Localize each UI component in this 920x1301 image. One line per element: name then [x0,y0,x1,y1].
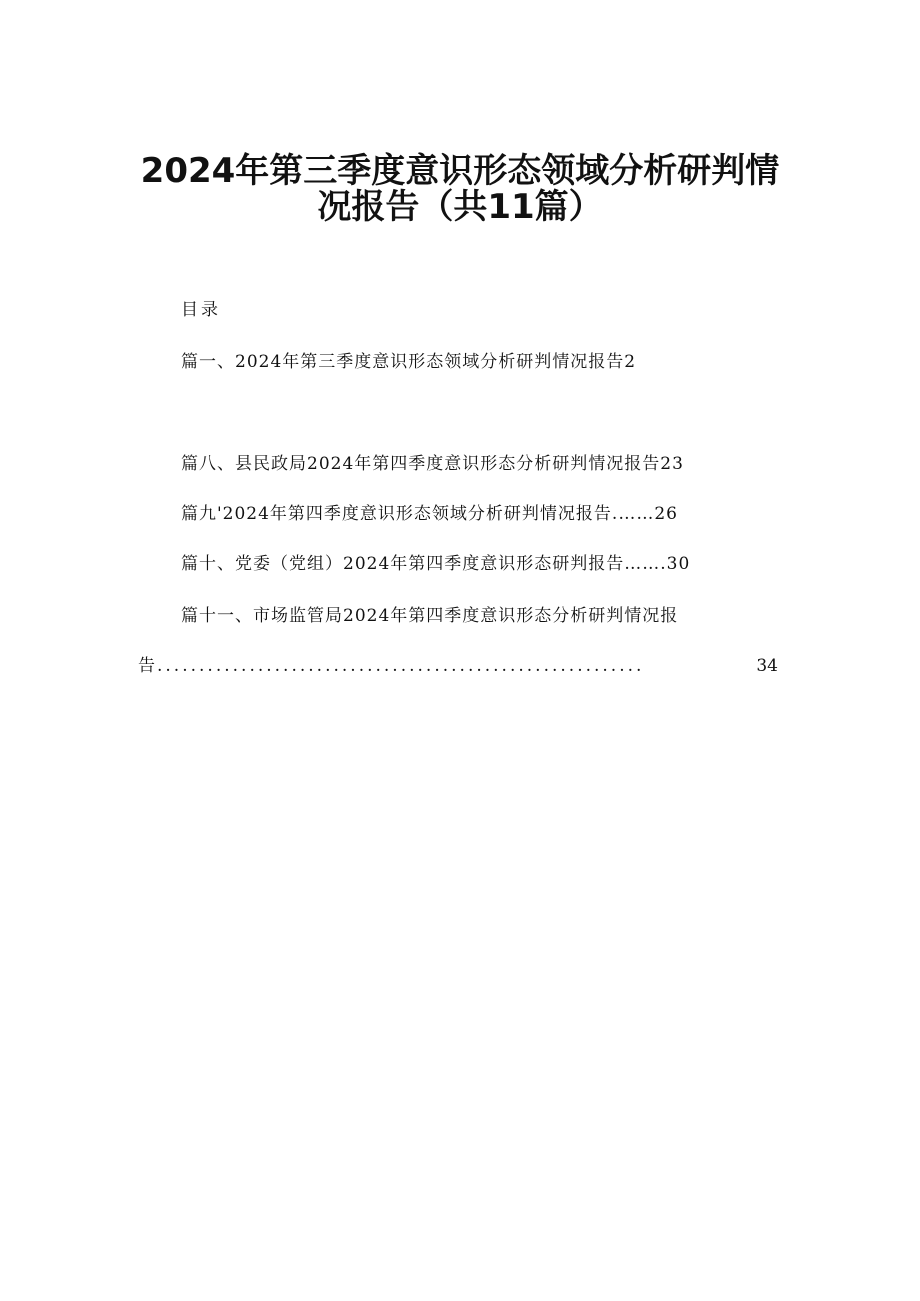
document-title-line1: 2024年第三季度意识形态领域分析研判情 [140,151,780,191]
toc-entry-10[interactable]: 篇十、党委（党组）2024年第四季度意识形态研判报告…….30 [181,554,691,574]
toc-entry-8[interactable]: 篇八、县民政局2024年第四季度意识形态分析研判情况报告23 [181,454,684,474]
toc-entry-11[interactable]: 篇十一、市场监管局2024年第四季度意识形态分析研判情况报 [181,606,679,626]
document-title-line2: 况报告（共11篇） [317,187,603,227]
toc-entry-11-continuation[interactable] [138,651,778,676]
toc-heading: 目录 [181,300,221,320]
toc-entry-1[interactable]: 篇一、2024年第三季度意识形态领域分析研判情况报告2 [181,352,637,372]
toc-entry-11-tail: 告 [138,656,155,676]
toc-entry-9[interactable]: 篇九'2024年第四季度意识形态领域分析研判情况报告.……26 [181,504,678,524]
toc-leader-dots: .......................................................... [157,656,645,676]
toc-entry-11-page: 34 [756,656,778,676]
